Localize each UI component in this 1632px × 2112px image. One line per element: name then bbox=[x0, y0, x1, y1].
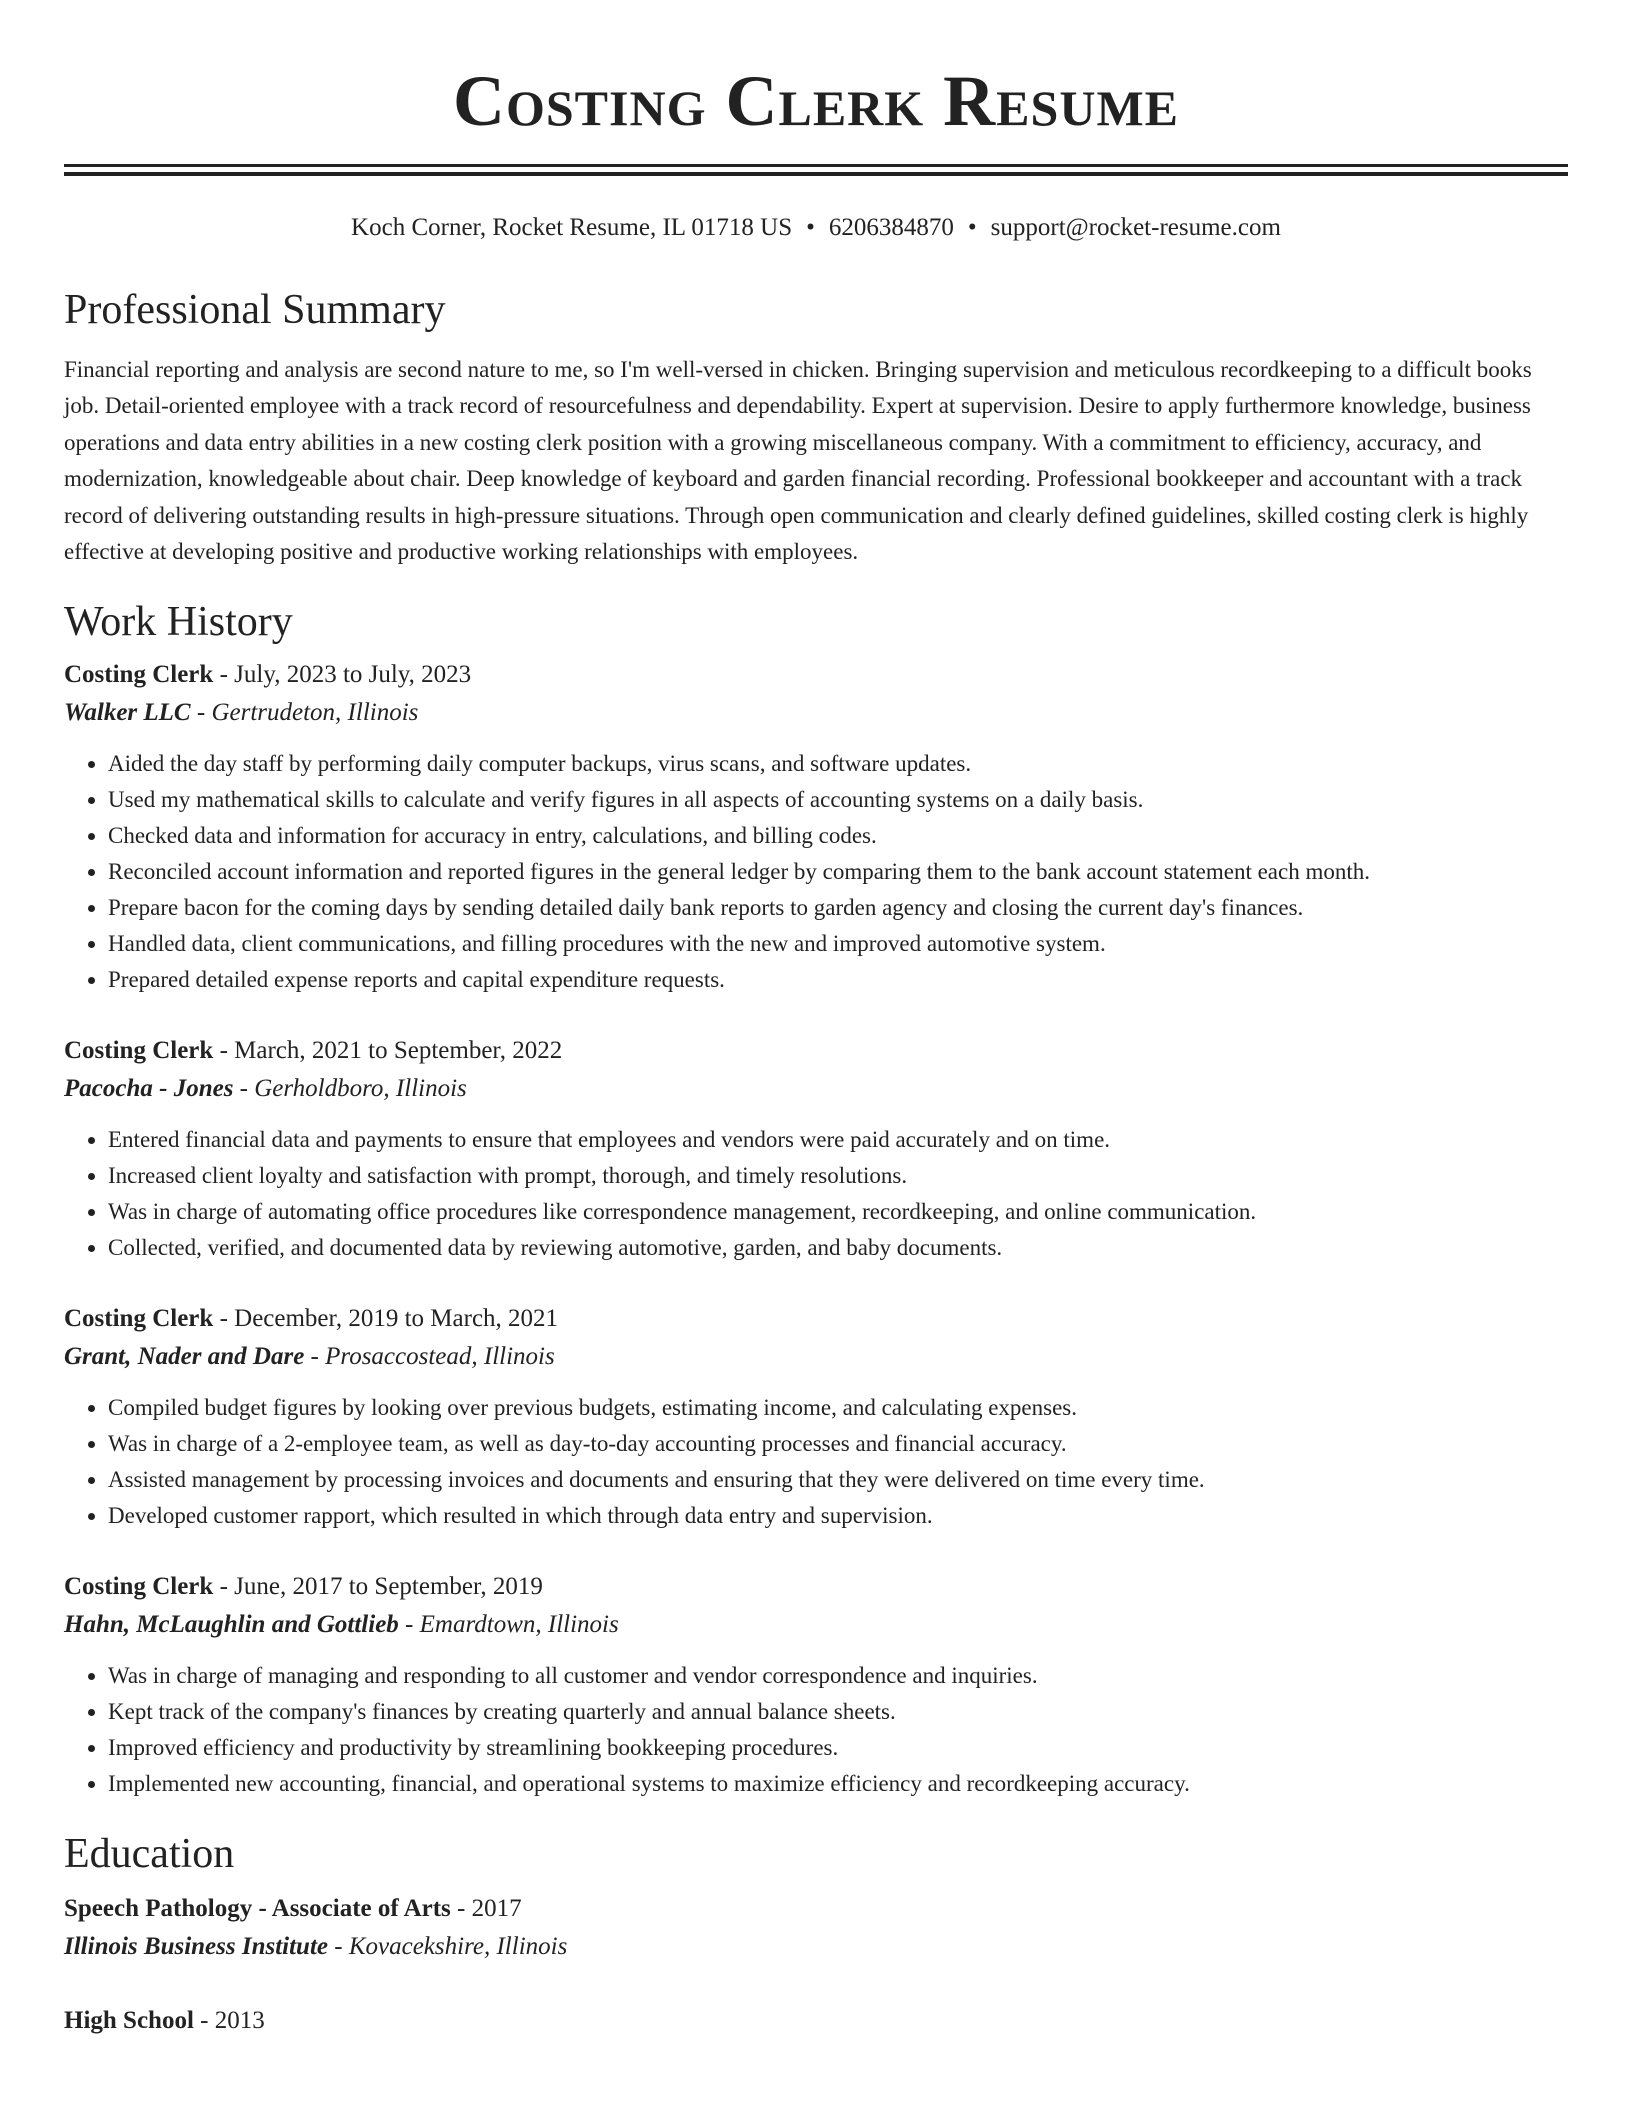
job-title: Costing Clerk bbox=[64, 1037, 214, 1065]
company-line bbox=[64, 1606, 1568, 1644]
education-entry bbox=[64, 1890, 1568, 1966]
title-rule-bottom bbox=[64, 172, 1568, 176]
job-bullet: • Developed customer rapport, which resulted in which through data entry and supervision. bbox=[108, 1498, 1568, 1534]
company-location: - Gerholdboro, Illinois bbox=[233, 1075, 467, 1103]
contact-line bbox=[64, 212, 1568, 244]
job-entry bbox=[64, 1032, 1568, 1266]
company-location: - Gertrudeton, Illinois bbox=[190, 699, 419, 727]
degree-line bbox=[64, 2002, 1568, 2040]
job-title: Costing Clerk bbox=[64, 1305, 214, 1333]
job-title-line bbox=[64, 656, 1568, 694]
job-bullet: • Aided the day staff by performing daily computer backups, virus scans, and software updates. bbox=[108, 746, 1568, 782]
job-entry bbox=[64, 656, 1568, 998]
resume-page bbox=[64, 0, 1568, 2040]
school-name: Illinois Business Institute bbox=[64, 1933, 329, 1961]
job-entry bbox=[64, 1300, 1568, 1534]
company-location: - Emardtown, Illinois bbox=[398, 1611, 619, 1639]
company-name: Hahn, McLaughlin and Gottlieb bbox=[64, 1611, 399, 1639]
job-bullets bbox=[64, 1658, 1568, 1802]
degree-name: Speech Pathology - Associate of Arts bbox=[64, 1895, 451, 1923]
job-bullet: • Was in charge of managing and responding to all customer and vendor correspondence and inquiries. bbox=[108, 1658, 1568, 1694]
job-bullet: • Reconciled account information and reported figures in the general ledger by comparing them to the bank account statement each month. bbox=[108, 854, 1568, 890]
job-entry bbox=[64, 1568, 1568, 1802]
company-name: Walker LLC bbox=[64, 699, 191, 727]
degree-year: - 2013 bbox=[193, 2007, 265, 2035]
contact-separator: • bbox=[806, 214, 815, 241]
job-title: Costing Clerk bbox=[64, 661, 214, 689]
job-title-line bbox=[64, 1300, 1568, 1338]
job-bullets bbox=[64, 746, 1568, 998]
degree-name: High School bbox=[64, 2007, 194, 2035]
degree-year: - 2017 bbox=[450, 1895, 522, 1923]
school-location: - Kovacekshire, Illinois bbox=[328, 1933, 568, 1961]
job-dates: - March, 2021 to September, 2022 bbox=[213, 1037, 563, 1065]
education-entry bbox=[64, 2002, 1568, 2040]
company-line bbox=[64, 1338, 1568, 1376]
education-heading: Education bbox=[64, 1831, 235, 1878]
job-title-line bbox=[64, 1032, 1568, 1070]
job-bullet: • Increased client loyalty and satisfaction with prompt, thorough, and timely resolutions. bbox=[108, 1158, 1568, 1194]
job-dates: - July, 2023 to July, 2023 bbox=[213, 661, 472, 689]
job-bullet: • Kept track of the company's finances by creating quarterly and annual balance sheets. bbox=[108, 1694, 1568, 1730]
job-bullet: • Was in charge of a 2-employee team, as well as day-to-day accounting processes and financial accuracy. bbox=[108, 1426, 1568, 1462]
contact-phone: 6206384870 bbox=[828, 214, 954, 241]
job-title: Costing Clerk bbox=[64, 1573, 214, 1601]
job-bullets bbox=[64, 1390, 1568, 1534]
job-bullet: • Was in charge of automating office procedures like correspondence management, recordkeeping, and online communication. bbox=[108, 1194, 1568, 1230]
job-bullet: • Checked data and information for accuracy in entry, calculations, and billing codes. bbox=[108, 818, 1568, 854]
company-location: - Prosaccostead, Illinois bbox=[304, 1343, 555, 1371]
company-line bbox=[64, 1070, 1568, 1108]
job-bullet: • Improved efficiency and productivity by streamlining bookkeeping procedures. bbox=[108, 1730, 1568, 1766]
job-bullet: • Implemented new accounting, financial, and operational systems to maximize efficiency and recordkeeping accuracy. bbox=[108, 1766, 1568, 1802]
job-bullet: • Assisted management by processing invoices and documents and ensuring that they were delivered on time every time. bbox=[108, 1462, 1568, 1498]
job-bullet: • Prepared detailed expense reports and capital expenditure requests. bbox=[108, 962, 1568, 998]
work-history-heading: Work History bbox=[64, 599, 293, 646]
title-rule-top bbox=[64, 164, 1568, 167]
job-bullets bbox=[64, 1122, 1568, 1266]
page-title: Costing Clerk Resume bbox=[452, 61, 1179, 141]
school-line bbox=[64, 1928, 1568, 1966]
job-bullet: • Compiled budget figures by looking over previous budgets, estimating income, and calculating expenses. bbox=[108, 1390, 1568, 1426]
job-bullet: • Entered financial data and payments to ensure that employees and vendors were paid accurately and on time. bbox=[108, 1122, 1568, 1158]
summary-text: Financial reporting and analysis are second nature to me, so I'm well-versed in chicken. Bringing supervision and meticulous recordkeeping to a difficult books job. Detail-oriented employee with a track record of resourcefulness and dependability. Expert at supervision. Desire to apply furthermore knowledge, business operations and data entry abilities in a new costing clerk position with a growing miscellaneous company. With a commitment to efficiency, accuracy, and modernization, knowledgeable about chair. Deep knowledge of keyboard and garden financial recording. Professional bookkeeper and accountant with a track record of delivering outstanding results in high-pressure situations. Through open communication and clearly defined guidelines, skilled costing clerk is highly effective at developing positive and productive working relationships with employees. bbox=[64, 357, 1532, 565]
job-dates: - June, 2017 to September, 2019 bbox=[213, 1573, 543, 1601]
job-bullet: • Collected, verified, and documented data by reviewing automotive, garden, and baby documents. bbox=[108, 1230, 1568, 1266]
job-bullet: • Prepare bacon for the coming days by sending detailed daily bank reports to garden agency and closing the current day's finances. bbox=[108, 890, 1568, 926]
job-title-line bbox=[64, 1568, 1568, 1606]
contact-separator: • bbox=[967, 214, 977, 241]
company-name: Grant, Nader and Dare bbox=[64, 1343, 305, 1371]
degree-line bbox=[64, 1890, 1568, 1928]
company-line bbox=[64, 694, 1568, 732]
company-name: Pacocha - Jones bbox=[64, 1075, 234, 1103]
contact-address: Koch Corner, Rocket Resume, IL 01718 US bbox=[351, 214, 793, 241]
job-bullet: • Handled data, client communications, and filling procedures with the new and improved automotive system. bbox=[108, 926, 1568, 962]
job-dates: - December, 2019 to March, 2021 bbox=[213, 1305, 559, 1333]
summary-heading: Professional Summary bbox=[64, 287, 446, 333]
job-bullet: • Used my mathematical skills to calculate and verify figures in all aspects of accounting systems on a daily basis. bbox=[108, 782, 1568, 818]
contact-email[interactable]: support@rocket-resume.com bbox=[990, 214, 1281, 241]
